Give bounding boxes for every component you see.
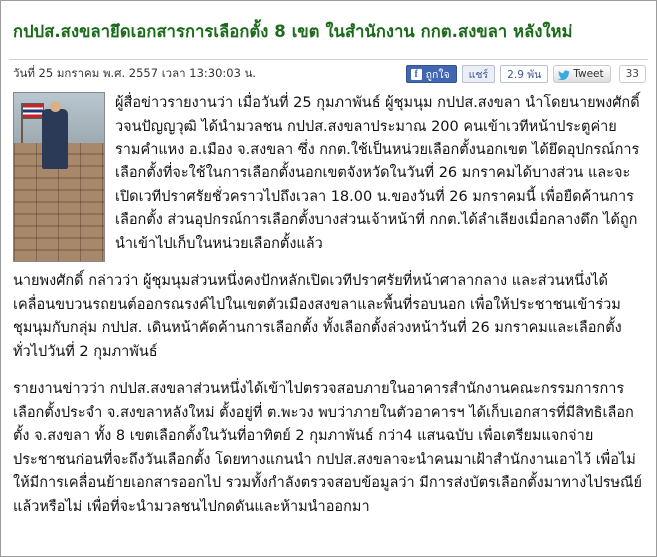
facebook-icon: f <box>411 69 422 80</box>
publish-date: วันที่ 25 มกราคม พ.ศ. 2557 เวลา 13:30:03 น. <box>13 66 257 81</box>
article-metabar <box>1 60 656 88</box>
facebook-share-count: 2.9 พัน <box>500 65 548 83</box>
page-title: กปปส.สงขลายึดเอกสารการเลือกตั้ง 8 เขต ในสำนักงาน กกต.สงขลา หลังใหม่ <box>13 22 573 42</box>
article-photo <box>13 92 105 262</box>
article-content <box>1 88 656 519</box>
photo-person-head <box>50 101 61 112</box>
twitter-bird-icon <box>558 70 570 81</box>
twitter-tweet-button[interactable] <box>553 65 610 83</box>
twitter-label: Tweet <box>573 68 604 81</box>
twitter-count: 33 <box>619 65 646 83</box>
social-share-bar <box>406 65 646 83</box>
article-body <box>13 92 642 519</box>
article-paragraph: ผู้สื่อข่าวรายงานว่า เมื่อวันที่ 25 กุมภาพันธ์ ผู้ชุมนุม กปปส.สงขลา นำโดยนายพงศักดิ์ วจนปัญญวุฒิ ได้นำมวลชน กปปส.สงขลาประมาณ 200 คนเข้าเวทีหน้าประตูค่ายรามคำแหง อ.เมือง จ.สงขลา ซึ่ง กกต.ใช้เป็นหน่วยเลือกตั้งนอกเขต ได้ยึดอุปกรณ์การเลือกตั้งที่จะใช้ในการเลือกตั้งนอกเขตจังหวัดในวันที่ 26 มกราคมได้บางส่วน และจะเปิดเวทีปราศรัยชั่วคราวไปถึงเวลา 18.00 น.ของวันที่ 26 มกราคมนี้ เพื่อยืดค้านการเลือกตั้ง ส่วนอุปกรณ์การเลือกตั้งบางส่วนเจ้าหน้าที่ กกต.ได้ลำเลียงเมื่อกลางดึก ได้ถูกนำเข้าไปเก็บในหน่วยเลือกตั้งแล้ว <box>115 95 640 252</box>
facebook-like-button[interactable] <box>406 65 457 83</box>
facebook-share-label: แชร์ <box>468 68 489 81</box>
photo-person-body <box>42 109 68 169</box>
facebook-like-label: ถูกใจ <box>425 68 450 81</box>
photo-thai-flag <box>22 103 44 119</box>
article-paragraph: รายงานข่าวว่า กปปส.สงขลาส่วนหนึ่งได้เข้าไปตรวจสอบภายในอาคารสำนักงานคณะกรรมการการเลือกตั้งประจำ จ.สงขลาหลังใหม่ ตั้งอยู่ที่ ต.พะวง พบว่าภายในตัวอาคารฯ ได้เก็บเอกสารที่มีสิทธิเลือกตั้ง จ.สงขลา ทั้ง 8 เขตเลือกตั้งในวันที่อาทิตย์ 2 กุมภาพันธ์ กว่า4 แสนฉบับ เพื่อเตรียมแจกจ่ายประชาชนก่อนที่จะถึงวันเลือกตั้ง โดยทางแกนนำ กปปส.สงขลาจะนำคนมาเฝ้าสำนักงานเอาไว้ เพื่อไม่ให้มีการเคลื่อนย้ายเอกสารออกไป รวมทั้งกำลังตรวจสอบข้อมูลว่า มีการส่งบัตรเลือกตั้งมาทางไปรษณีย์แล้วหรือไม่ เพื่อที่จะนำมวลชนไปกดดันและห้ามนำออกมา <box>13 381 643 515</box>
article-paragraph: นายพงศักดิ์ กล่าวว่า ผู้ชุมนุมส่วนหนึ่งคงปักหลักเปิดเวทีปราศรัยที่หน้าศาลากลาง และส่วนหนึ่งได้เคลื่อนขบวนรถยนต์ออกรณรงค์ไปในเขตตัวเมืองสงขลาและพื้นที่รอบนอก เพื่อให้ประชาชนเข้าร่วมชุมนุมกับกลุ่ม กปปส. เดินหน้าคัดค้านการเลือกตั้ง ทั้งเลือกตั้งล่วงหน้าวันที่ 26 มกราคมและเลือกตั้งทั่วไปวันที่ 2 กุมภาพันธ์ <box>13 273 622 360</box>
facebook-share-button[interactable] <box>462 65 496 83</box>
